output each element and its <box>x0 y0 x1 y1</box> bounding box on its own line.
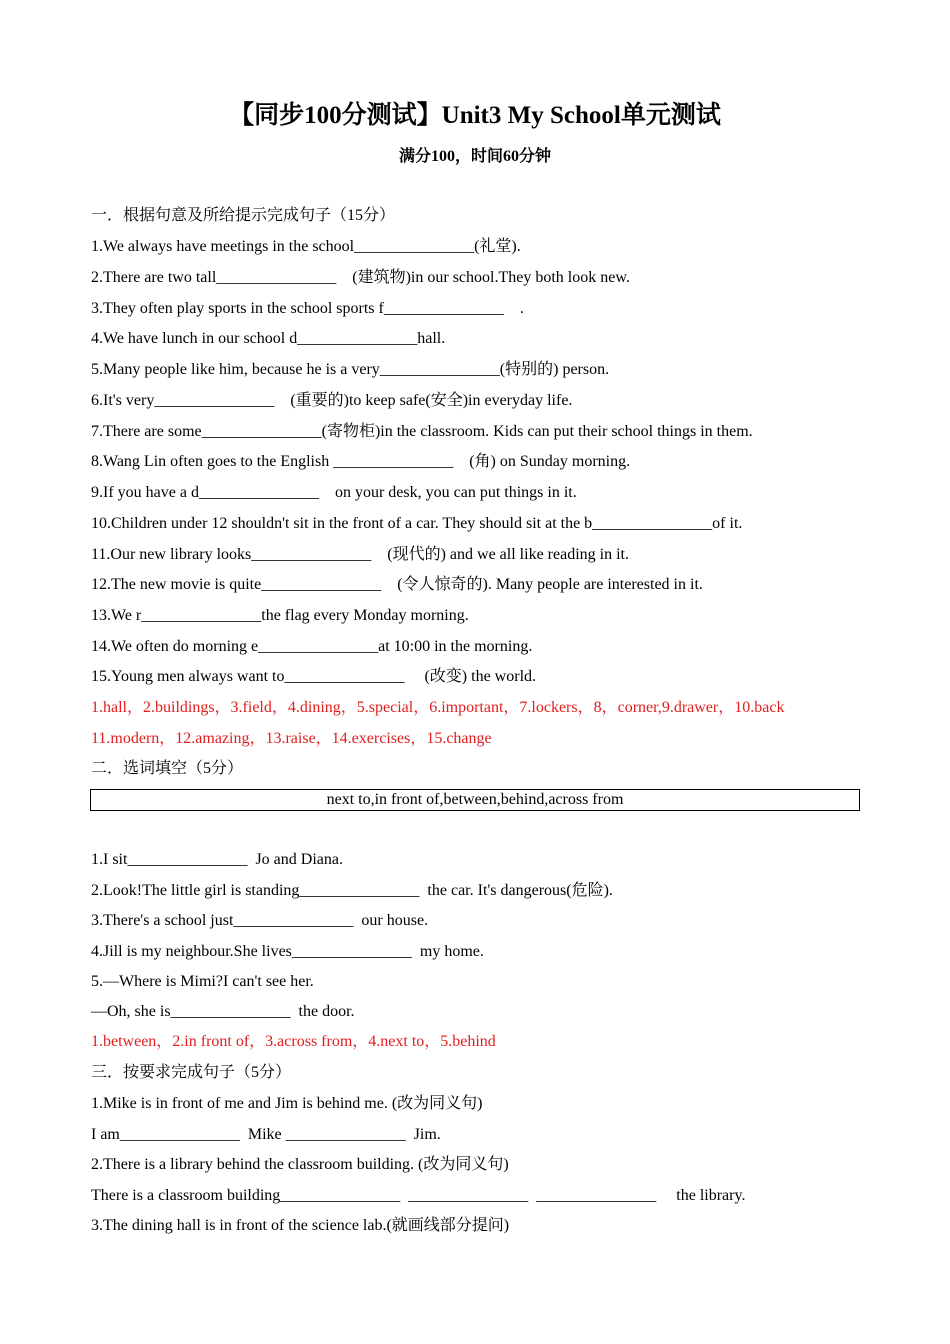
word-box: next to,in front of,between,behind,across from <box>90 789 860 811</box>
section3-question-1: 1.Mike is in front of me and Jim is behind me. (改为同义句) <box>91 1095 483 1112</box>
section2-question-1: 1.I sit_______________ Jo and Diana. <box>91 851 343 868</box>
section1-question-1: 1.We always have meetings in the school_______________(礼堂). <box>91 238 521 255</box>
page-title: 【同步100分测试】Unit3 My School单元测试 <box>229 102 721 129</box>
section1-question-3: 3.They often play sports in the school sports f_______________ . <box>91 300 524 317</box>
section1-answers-line-1: 1.hall，2.buildings，3.field，4.dining，5.special，6.important，7.lockers，8，corner,9.drawer，10.back <box>91 699 785 716</box>
section3-answer-line-1: I am_______________ Mike _______________ Jim. <box>91 1126 441 1143</box>
section2-question-5-reply: —Oh, she is_______________ the door. <box>91 1003 355 1020</box>
section1-question-13: 13.We r_______________the flag every Monday morning. <box>91 607 469 624</box>
page-subtitle: 满分100，时间60分钟 <box>398 148 551 165</box>
section1-question-8: 8.Wang Lin often goes to the English _______________ (角) on Sunday morning. <box>91 453 631 470</box>
section2-question-4: 4.Jill is my neighbour.She lives_______________ my home. <box>91 943 484 960</box>
section3-heading: 三．按要求完成句子（5分） <box>91 1064 292 1081</box>
section1-question-15: 15.Young men always want to_______________ (改变) the world. <box>91 668 537 685</box>
section2-question-2: 2.Look!The little girl is standing_______________ the car. It's dangerous(危险). <box>91 882 613 899</box>
section1-question-4: 4.We have lunch in our school d_______________hall. <box>91 330 446 347</box>
section1-heading: 一．根据句意及所给提示完成句子（15分） <box>91 207 396 224</box>
section1-question-11: 11.Our new library looks_______________ (现代的) and we all like reading in it. <box>91 546 629 563</box>
section3-answer-line-2: There is a classroom building_______________ _______________ _______________ the library. <box>91 1187 746 1204</box>
section2-question-3: 3.There's a school just_______________ our house. <box>91 912 429 929</box>
section1-question-7: 7.There are some_______________(寄物柜)in the classroom. Kids can put their school things in them. <box>91 423 753 440</box>
section1-answers-line-2: 11.modern，12.amazing，13.raise，14.exercises，15.change <box>91 730 492 747</box>
section1-question-14: 14.We often do morning e_______________at 10:00 in the morning. <box>91 638 533 655</box>
section2-heading: 二．选词填空（5分） <box>91 760 244 777</box>
section1-question-9: 9.If you have a d_______________ on your desk, you can put things in it. <box>91 484 577 501</box>
section1-question-12: 12.The new movie is quite_______________ (令人惊奇的). Many people are interested in it. <box>91 576 703 593</box>
section1-question-6: 6.It's very_______________ (重要的)to keep safe(安全)in everyday life. <box>91 392 573 409</box>
section1-question-2: 2.There are two tall_______________ (建筑物)in our school.They both look new. <box>91 269 630 286</box>
section2-question-5: 5.—Where is Mimi?I can't see her. <box>91 973 314 990</box>
section1-question-10: 10.Children under 12 shouldn't sit in the front of a car. They should sit at the b_______________of it. <box>91 515 743 532</box>
section3-question-2: 2.There is a library behind the classroom building. (改为同义句) <box>91 1156 509 1173</box>
section1-question-5: 5.Many people like him, because he is a very_______________(特别的) person. <box>91 361 610 378</box>
section3-question-3: 3.The dining hall is in front of the science lab.(就画线部分提问) <box>91 1217 510 1234</box>
section2-answers: 1.between，2.in front of，3.across from，4.next to，5.behind <box>91 1033 496 1050</box>
